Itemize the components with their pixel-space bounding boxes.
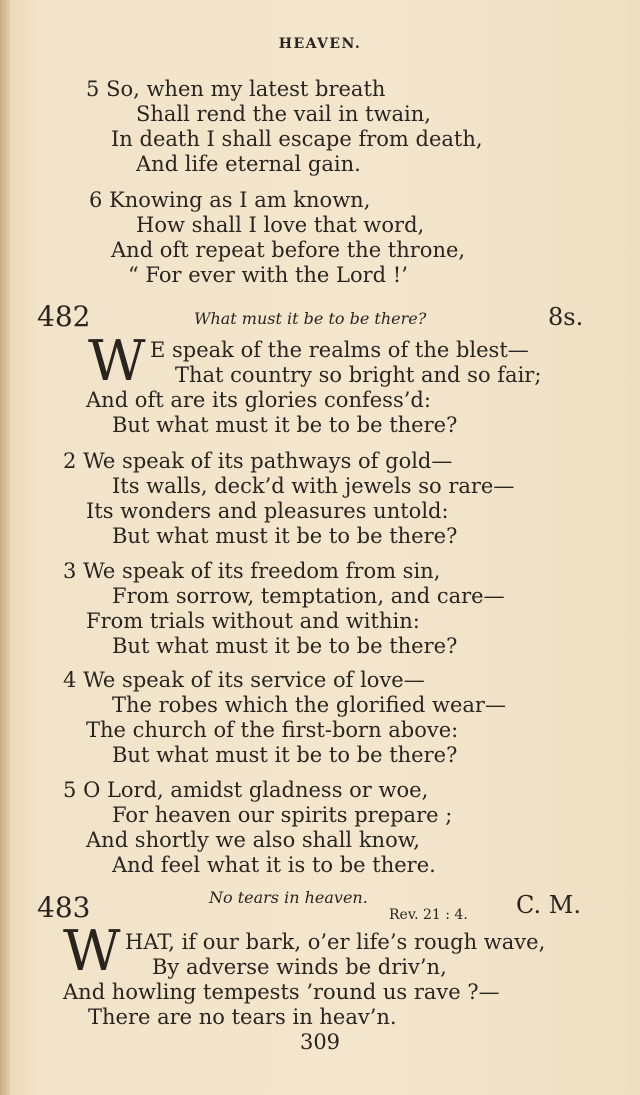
verse-number: 5 — [86, 77, 100, 101]
verse-line: From sorrow, temptation, and care— — [112, 584, 505, 608]
verse-line: Shall rend the vail in twain, — [136, 102, 431, 126]
verse-number: 5 — [63, 778, 77, 802]
verse-line: And feel what it is to be there. — [112, 853, 436, 877]
verse-line: By adverse winds be driv’n, — [152, 955, 447, 979]
verse-line: For heaven our spirits prepare ; — [112, 803, 453, 827]
verse-line: In death I shall escape from death, — [111, 127, 483, 151]
verse-line: 2 We speak of its pathways of gold— — [63, 449, 453, 473]
drop-cap: W — [88, 329, 146, 394]
verse-line: And oft repeat before the throne, — [111, 238, 466, 262]
verse-line: 3 We speak of its freedom from sin, — [63, 559, 441, 583]
verse-line: 4 We speak of its service of love— — [63, 668, 425, 692]
page-number: 309 — [299, 1030, 341, 1054]
hymn-title: No tears in heaven. — [209, 888, 368, 907]
verse-number: 4 — [63, 668, 77, 692]
verse-line: How shall I love that word, — [136, 213, 425, 237]
verse-line: And shortly we also shall know, — [86, 828, 420, 852]
scripture-reference: Rev. 21 : 4. — [389, 907, 468, 923]
verse-line: But what must it be to be there? — [112, 743, 458, 767]
verse-line: There are no tears in heav’n. — [88, 1005, 397, 1029]
verse-line: 5 So, when my latest breath — [86, 77, 386, 101]
drop-cap: W — [63, 919, 121, 984]
verse-line: “ For ever with the Lord !’ — [128, 263, 408, 287]
verse-line: 5 O Lord, amidst gladness or woe, — [63, 778, 429, 802]
verse-line: 6 Knowing as I am known, — [89, 188, 371, 212]
verse-line: From trials without and within: — [86, 609, 420, 633]
verse-number: 6 — [89, 188, 103, 212]
verse-line: But what must it be to be there? — [112, 634, 458, 658]
verse-number: 3 — [63, 559, 77, 583]
verse-line: And life eternal gain. — [136, 152, 361, 176]
hymn-meter: 8s. — [548, 303, 584, 331]
verse-line: And oft are its glories confess’d: — [86, 388, 431, 412]
verse-line: And howling tempests ’round us rave ?— — [63, 980, 500, 1004]
verse-line: That country so bright and so fair; — [175, 363, 542, 387]
hymn-title: What must it be to be there? — [194, 309, 427, 328]
verse-line: But what must it be to be there? — [112, 413, 458, 437]
running-head: HEAVEN. — [278, 36, 362, 52]
verse-line: Its wonders and pleasures untold: — [86, 499, 449, 523]
verse-line: HAT, if our bark, o’er life’s rough wave, — [125, 930, 546, 954]
hymn-meter: C. M. — [516, 891, 581, 919]
verse-line: Its walls, deck’d with jewels so rare— — [112, 474, 515, 498]
verse-number: 2 — [63, 449, 77, 473]
verse-line: The robes which the glorified wear— — [112, 693, 506, 717]
verse-line: The church of the first-born above: — [86, 718, 459, 742]
verse-line: E speak of the realms of the blest— — [150, 338, 529, 362]
hymn-number: 482 — [37, 300, 91, 333]
page-edge — [0, 0, 10, 1095]
verse-line: But what must it be to be there? — [112, 524, 458, 548]
hymn-number: 483 — [37, 891, 91, 924]
